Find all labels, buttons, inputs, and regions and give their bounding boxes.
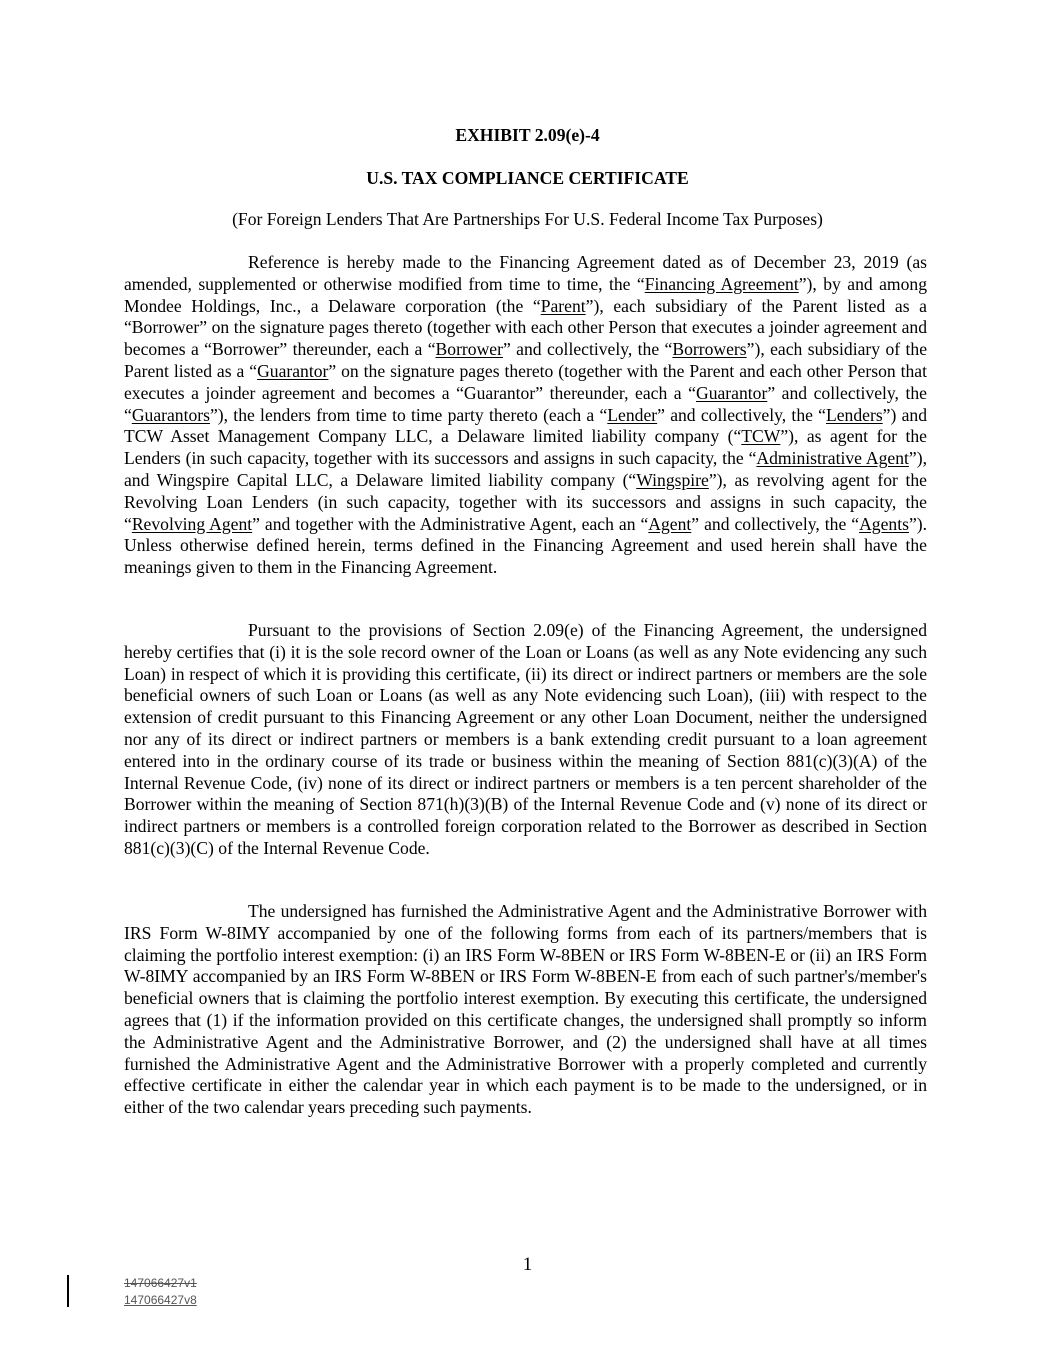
defined-term-wingspire: Wingspire <box>636 469 709 490</box>
page-number: 1 <box>522 1254 533 1275</box>
defined-term-borrower: Borrower <box>435 339 503 360</box>
defined-term-guarantors: Guarantors <box>131 404 210 425</box>
defined-term-administrative-agent: Administrative Agent <box>756 448 909 469</box>
defined-term-guarantor: Guarantor <box>257 360 329 381</box>
certificate-title: U.S. TAX COMPLIANCE CERTIFICATE <box>366 168 689 188</box>
text-run: ” on the signature pages thereto (together with the Parent and each other Person that executes a joinder agreement and becomes a “Guarantor” thereunder, each a “ <box>124 360 927 403</box>
doc-id-deleted: 147066427v1 <box>124 1276 197 1290</box>
text-run: ”), as revolving agent for the Revolving Loan Lenders (in such capacity, together with its successors and assigns in such capacity, the “ <box>124 469 927 534</box>
text-run: ”), by and among Mondee Holdings, Inc., a Delaware corporation (the “ <box>124 273 927 316</box>
text-run: ” and collectively, the “ <box>124 382 927 425</box>
defined-term-parent: Parent <box>540 295 586 316</box>
paragraph-forms-furnished: The undersigned has furnished the Administrative Agent and the Administrative Borrower with IRS Form W-8IMY accompanied by one of the following forms from each of its partners/members that is claiming the portfolio interest exemption: (i) an IRS Form W-8BEN or IRS Form W-8BEN-E or (ii) an IRS Form W-8IMY accompanied by an IRS Form W-8BEN or IRS Form W-8BEN-E from each of such partner's/member's beneficial owners that is claiming the portfolio interest exemption. By executing this certificate, the undersigned agrees that (1) if the information provided on this certificate changes, the undersigned shall promptly so inform the Administrative Agent and the Administrative Borrower, and (2) the undersigned shall have at all times furnished the Administrative Agent and the Administrative Borrower with a properly completed and currently effective certificate in either the calendar year in which each payment is to be made to the undersigned, or in either of the two calendar years preceding such payments. <box>124 901 927 1118</box>
defined-term-guarantor: Guarantor <box>695 382 768 403</box>
text-run: ”), as agent for the Lenders (in such capacity, together with its successors and assigns in such capacity, the “ <box>124 426 927 469</box>
text-run: ” and collectively, the “ <box>691 513 860 534</box>
text-run: ”). Unless otherwise defined herein, terms defined in the Financing Agreement and used herein shall have the meanings given to them in the Financing Agreement. <box>124 513 928 578</box>
text-run: ”), and Wingspire Capital LLC, a Delaware limited liability company (“ <box>124 448 927 490</box>
text-run: ”), each subsidiary of the Parent listed as a “ <box>124 339 928 381</box>
defined-term-revolving-agent: Revolving Agent <box>131 513 253 534</box>
defined-term-lender: Lender <box>607 404 658 425</box>
text-run: ”) and TCW Asset Management Company LLC, a Delaware limited liability company (“ <box>124 404 927 447</box>
paragraph-reference <box>124 252 927 579</box>
paragraph-certification: Pursuant to the provisions of Section 2.09(e) of the Financing Agreement, the undersigned hereby certifies that (i) it is the sole record owner of the Loan or Loans (as well as any Note evidencing any such Loan) in respect of which it is providing this certificate, (ii) its direct or indirect partners or members are the sole beneficial owners of such Loan or Loans (as well as any Note evidencing such Loan), (iii) with respect to the extension of credit pursuant to this Financing Agreement or any other Loan Document, neither the undersigned nor any of its direct or indirect partners or members is a bank extending credit pursuant to a loan agreement entered into in the ordinary course of its trade or business within the meaning of Section 881(c)(3)(A) of the Internal Revenue Code, (iv) none of its direct or indirect partners or members is a ten percent shareholder of the Borrower within the meaning of Section 871(h)(3)(B) of the Internal Revenue Code and (v) none of its direct or indirect partners or members is a controlled foreign corporation related to the Borrower as described in Section 881(c)(3)(C) of the Internal Revenue Code. <box>124 620 927 858</box>
text-run: ” and collectively, the “ <box>657 404 826 425</box>
doc-id-inserted: 147066427v8 <box>124 1293 197 1307</box>
defined-term-agent: Agent <box>648 513 692 534</box>
text-run: ”), each subsidiary of the Parent listed as a “Borrower” on the signature pages thereto (together with each other Person that executes a joinder agreement and becomes a “Borrower” thereunder, each a “ <box>124 295 927 360</box>
text-run: ” and collectively, the “ <box>502 339 673 360</box>
revision-change-bar <box>67 1275 69 1307</box>
exhibit-heading: EXHIBIT 2.09(e)-4 <box>455 125 600 145</box>
text-run: Reference is hereby made to the Financing Agreement dated as of December 23, 2019 (as amended, supplemented or otherwise modified from time to time, the “ <box>124 252 927 294</box>
defined-term-agents: Agents <box>859 513 909 534</box>
text-run: ” and together with the Administrative Agent, each an “ <box>252 513 649 534</box>
defined-term-lenders: Lenders <box>826 404 883 425</box>
text-run: ”), the lenders from time to time party thereto (each a “ <box>209 404 608 425</box>
defined-term-borrowers: Borrowers <box>672 339 747 360</box>
defined-term-tcw: TCW <box>741 426 781 447</box>
defined-term-financing-agreement: Financing Agreement <box>644 273 799 294</box>
certificate-subtitle: (For Foreign Lenders That Are Partnerships For U.S. Federal Income Tax Purposes) <box>232 209 823 229</box>
